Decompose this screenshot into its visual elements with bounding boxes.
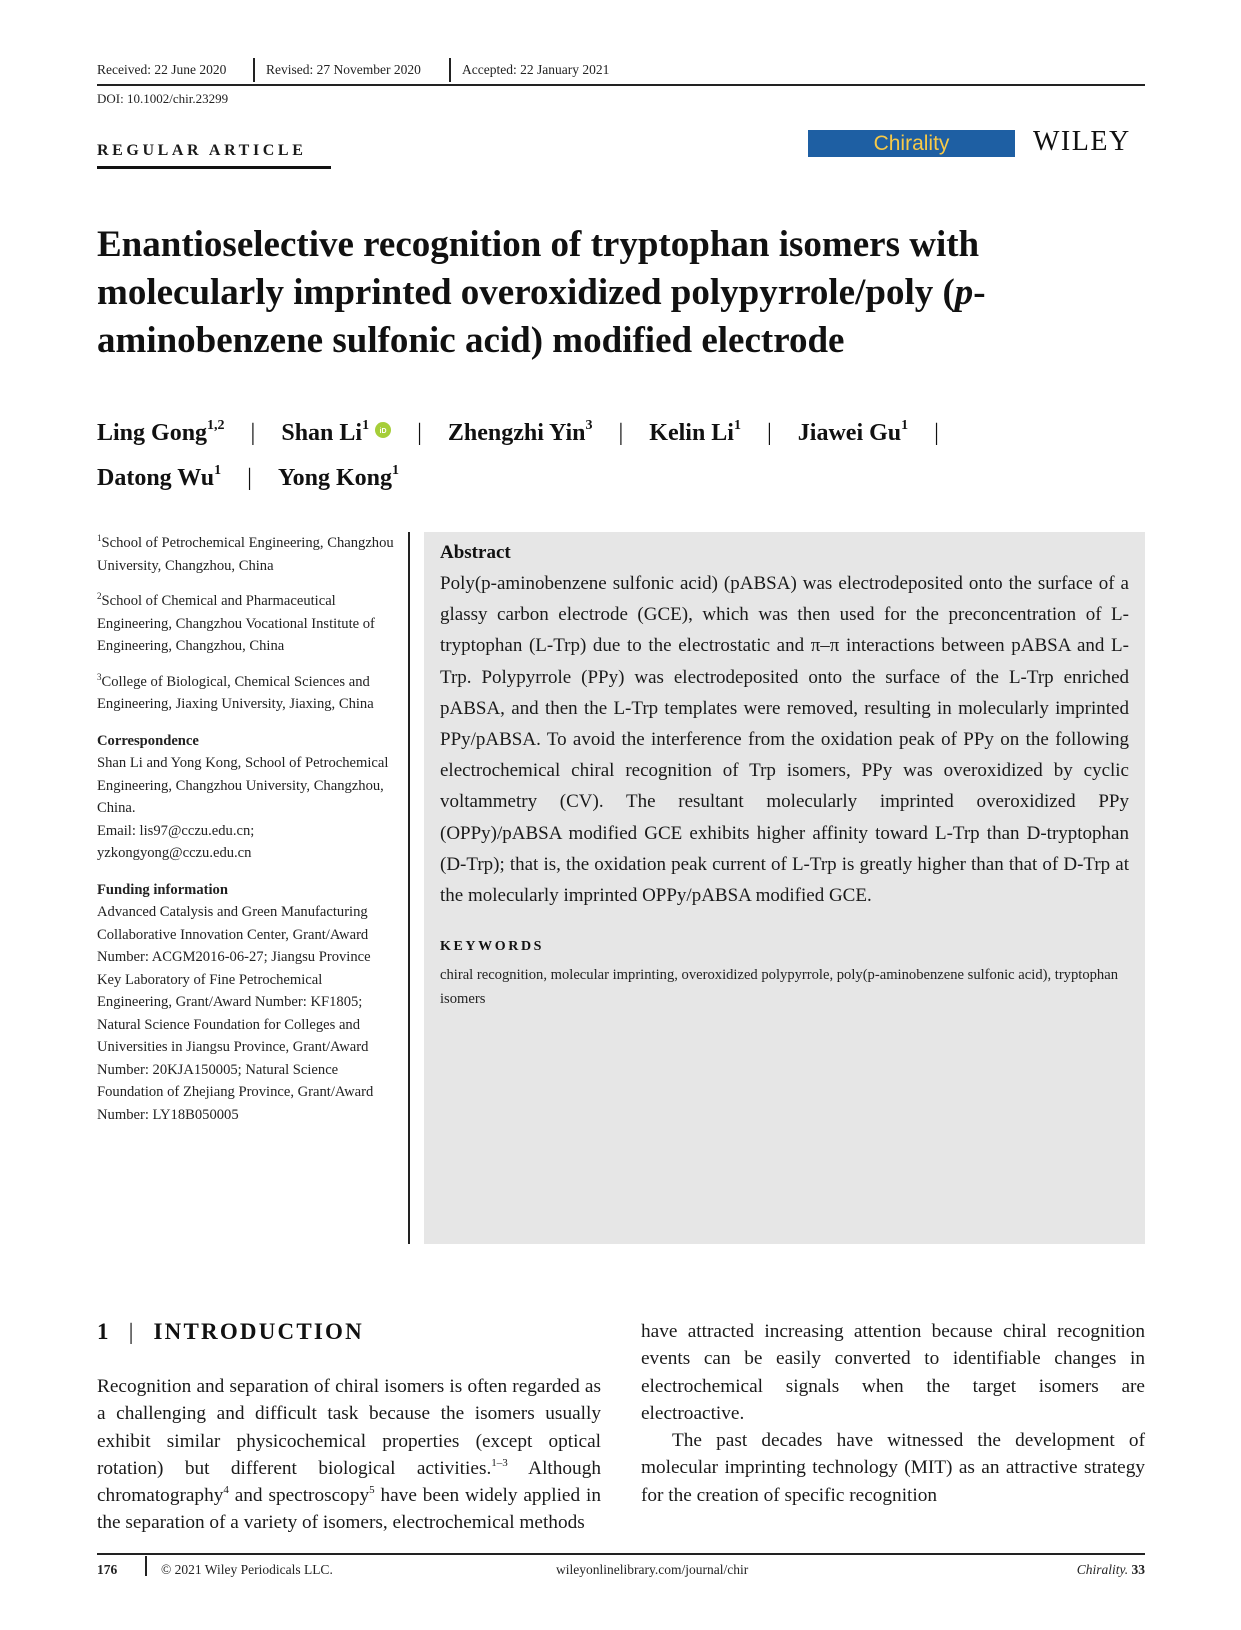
doi[interactable]: DOI: 10.1002/chir.23299: [97, 91, 229, 106]
article-history: [97, 62, 1145, 84]
author[interactable]: Shan Li$^1$ iD: [281, 420, 391, 446]
abstract-text: Poly(p-aminobenzene sulfonic acid) (pABSA) was electrodeposited onto the surface of a glassy carbon electrode (GCE), which was then used for the preconcentration of L-tryptophan (L-Trp) due to the electrostatic and π–π interactions between pABSA and L-Trp. Polypyrrole (PPy) was electrodeposited onto the surface of the L-Trp enriched pABSA, and then the L-Trp templates were removed, resulting in molecularly imprinted PPy/pABSA. To avoid the interference from the oxidation peak of PPy on the following electrochemical chiral recognition of Trp isomers, PPy was overoxidized by cyclic voltammetry (CV). The resultant molecularly imprinted overoxidized PPy (OPPy)/pABSA modified GCE exhibits higher affinity toward L-Trp than D-tryptophan (D-Trp); that is, the oxidation peak current of L-Trp is greatly higher than that of D-Trp at the molecularly imprinted OPPy/pABSA modified GCE.: [440, 573, 1129, 907]
author-separator: |: [417, 420, 422, 446]
author-separator: |: [934, 420, 939, 446]
citation[interactable]: 4: [223, 1484, 229, 1497]
correspondence-email[interactable]: yzkongyong@cczu.edu.cn: [97, 845, 252, 861]
author-list: [97, 407, 1147, 497]
author-separator: |: [766, 420, 772, 446]
header-rule: [97, 84, 1145, 86]
divider: [253, 58, 255, 82]
author-separator: |: [618, 420, 624, 446]
abstract-heading: Abstract: [440, 542, 511, 563]
author[interactable]: Ling Gong$^{1,2}$: [97, 418, 225, 446]
divider: [145, 1556, 147, 1576]
funding-text: Advanced Catalysis and Green Manufacturing Collaborative Innovation Center, Grant/Award Number: ACGM2016-06-27; Jiangsu Province Key Laboratory of Fine Petrochemical Engineering, Grant/Award Number: KF1805; Natural Science Foundation for Colleges and Universities in Jiangsu Province, Grant/Award Number: 20KJA150005; Natural Science Foundation of Zhejiang Province, Grant/Award Number: LY18B050005: [97, 904, 374, 1123]
keywords-heading: KEYWORDS: [440, 939, 545, 955]
revised-date: Revised: 27 November 2020: [266, 62, 421, 77]
author[interactable]: Yong Kong$^1$: [277, 463, 400, 491]
section-heading: 1 | INTRODUCTION: [97, 1319, 364, 1344]
affiliation: $^1$School of Petrochemical Engineering, Changzhou University, Changzhou, China: [97, 533, 394, 574]
citation[interactable]: 1–3: [491, 1456, 508, 1469]
citation[interactable]: 5: [369, 1484, 375, 1497]
body-column-left: Recognition and separation of chiral isomers is often regarded as a challenging and difficult task because the isomers usually exhibit similar physicochemical properties (except optical rotation) but different biological activities.$^{1-3}$ Although chromatography$^4$ and spectroscopy$^5$ have been widely applied in the separation of a variety of isomers, electrochemical methods: [97, 1376, 601, 1534]
article-title: Enantioselective recognition of tryptophan isomers with molecularly imprinted overoxidized polypyrrole/poly (p-aminobenzene sulfonic acid) modified electrode: [97, 224, 986, 361]
affiliation: $^2$School of Chemical and Pharmaceutical Engineering, Changzhou Vocational Institute of Engineering, Changzhou, China: [97, 591, 375, 654]
correspondence-email[interactable]: Email: lis97@cczu.edu.cn;: [97, 822, 255, 839]
svg-text:iD: iD: [379, 428, 387, 435]
author[interactable]: Datong Wu$^1$: [97, 463, 222, 491]
accepted-date: Accepted: 22 January 2021: [462, 62, 610, 77]
journal-logo: Chirality: [808, 130, 1015, 157]
page-number: 176: [97, 1562, 118, 1577]
article-type-underline: [97, 166, 331, 169]
received-date: Received: 22 June 2020: [97, 62, 227, 77]
orcid-icon[interactable]: [375, 422, 391, 438]
author-separator: |: [250, 420, 256, 446]
footer-rule: [97, 1553, 1145, 1555]
sidebar-divider: [408, 532, 410, 1244]
author[interactable]: Zhengzhi Yin$^3$: [447, 418, 593, 446]
article-type: REGULAR ARTICLE: [97, 142, 307, 159]
paragraph: The past decades have witnessed the development of molecular imprinting technology (MIT) as an attractive strategy for the creation of specific recognition: [641, 1430, 1145, 1506]
abstract-box: [424, 532, 1145, 1244]
funding-heading: Funding information: [97, 881, 228, 898]
keywords-text: chiral recognition, molecular imprinting, overoxidized polypyrrole, poly(p-aminobenzene sulfonic acid), tryptophan isomers: [440, 967, 1118, 1008]
article-sidebar: [97, 527, 397, 1126]
citation-info: Chirality. 33: [1076, 1562, 1145, 1577]
body-column-right: [641, 1318, 1145, 1509]
divider: [449, 58, 451, 82]
author[interactable]: Jiawei Gu$^1$: [797, 418, 909, 446]
publisher-logo: WILEY: [1033, 126, 1131, 157]
correspondence-heading: Correspondence: [97, 732, 199, 749]
affiliation: $^3$College of Biological, Chemical Sciences and Engineering, Jiaxing University, Jiaxing, China: [97, 671, 374, 712]
author-separator: |: [247, 465, 252, 491]
author[interactable]: Kelin Li$^1$: [649, 418, 741, 446]
correspondence-text: Shan Li and Yong Kong, School of Petrochemical Engineering, Changzhou University, Changzhou, China.: [97, 755, 389, 816]
journal-url[interactable]: wileyonlinelibrary.com/journal/chir: [556, 1562, 749, 1577]
paragraph-continued: have attracted increasing attention because chiral recognition events can be easily converted to identifiable changes in electrochemical signals when the target isomers are electroactive.: [641, 1321, 1145, 1424]
copyright: © 2021 Wiley Periodicals LLC.: [161, 1562, 333, 1577]
